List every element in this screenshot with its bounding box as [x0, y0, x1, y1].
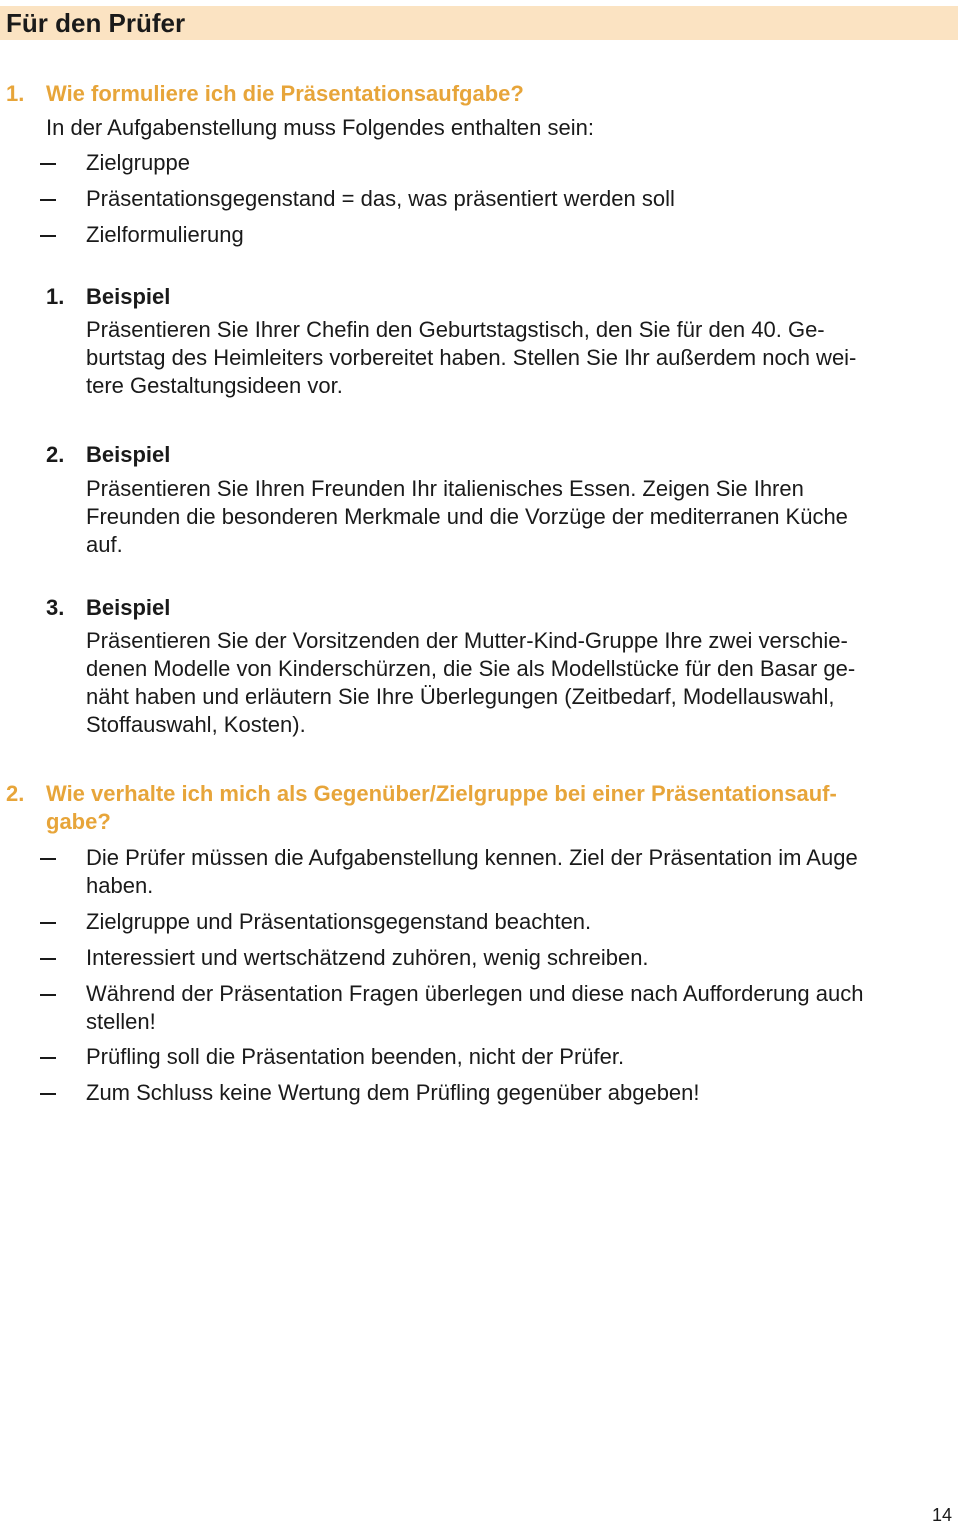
dash-icon — [40, 858, 56, 860]
example-1-title: Beispiel — [86, 284, 171, 309]
section-2-heading: Wie verhalte ich mich als Gegenüber/Zielgruppe bei einer Präsentationsauf- — [46, 781, 837, 806]
section-1-intro: In der Aufgabenstellung muss Folgendes enthalten sein: — [46, 115, 594, 140]
example-1-line: burtstag des Heimleiters vorbereitet haben. Stellen Sie Ihr außerdem noch wei- — [86, 345, 857, 370]
example-3-line: näht haben und erläutern Sie Ihre Überlegungen (Zeitbedarf, Modellauswahl, — [86, 684, 835, 709]
list-item: stellen! — [86, 1009, 156, 1034]
dash-icon — [40, 994, 56, 996]
dash-icon — [40, 1093, 56, 1095]
example-3-line: Stoffauswahl, Kosten). — [86, 712, 306, 737]
list-item: Zielgruppe und Präsentationsgegenstand beachten. — [86, 909, 592, 934]
example-2-line: auf. — [86, 532, 123, 557]
example-2-line: Präsentieren Sie Ihren Freunden Ihr italienisches Essen. Zeigen Sie Ihren — [86, 476, 804, 501]
example-3-number: 3. — [46, 595, 65, 620]
example-1-line: Präsentieren Sie Ihrer Chefin den Geburtstagstisch, den Sie für den 40. Ge- — [86, 317, 825, 342]
dash-icon — [40, 958, 56, 960]
list-item: Die Prüfer müssen die Aufgabenstellung kennen. Ziel der Präsentation im Auge — [86, 845, 858, 870]
dash-icon — [40, 235, 56, 237]
section-2-number: 2. — [6, 781, 25, 806]
dash-icon — [40, 922, 56, 924]
example-2-title: Beispiel — [86, 442, 171, 467]
list-item: Zielgruppe — [86, 150, 190, 175]
example-2-line: Freunden die besonderen Merkmale und die Vorzüge der mediterranen Küche — [86, 504, 848, 529]
list-item: Interessiert und wertschätzend zuhören, wenig schreiben. — [86, 945, 649, 970]
list-item: Präsentationsgegenstand = das, was präsentiert werden soll — [86, 186, 675, 211]
example-3-line: Präsentieren Sie der Vorsitzenden der Mutter-Kind-Gruppe Ihre zwei verschie- — [86, 628, 848, 653]
example-2-number: 2. — [46, 442, 65, 467]
example-3-line: denen Modelle von Kinderschürzen, die Sie als Modellstücke für den Basar ge- — [86, 656, 856, 681]
section-1-heading: Wie formuliere ich die Präsentationsaufgabe? — [46, 81, 524, 106]
list-item: Während der Präsentation Fragen überlegen und diese nach Aufforderung auch — [86, 981, 864, 1006]
list-item: Zum Schluss keine Wertung dem Prüfling gegenüber abgeben! — [86, 1080, 700, 1105]
example-1-line: tere Gestaltungsideen vor. — [86, 373, 343, 398]
section-2-heading: gabe? — [46, 809, 111, 834]
page-title: Für den Prüfer — [6, 8, 186, 38]
dash-icon — [40, 199, 56, 201]
list-item: Prüfling soll die Präsentation beenden, nicht der Prüfer. — [86, 1044, 625, 1069]
example-3-title: Beispiel — [86, 595, 171, 620]
dash-icon — [40, 163, 56, 165]
list-item: Zielformulierung — [86, 222, 244, 247]
page-number: 14 — [932, 1505, 953, 1525]
dash-icon — [40, 1057, 56, 1059]
list-item: haben. — [86, 873, 154, 898]
example-1-number: 1. — [46, 284, 65, 309]
section-1-number: 1. — [6, 81, 25, 106]
